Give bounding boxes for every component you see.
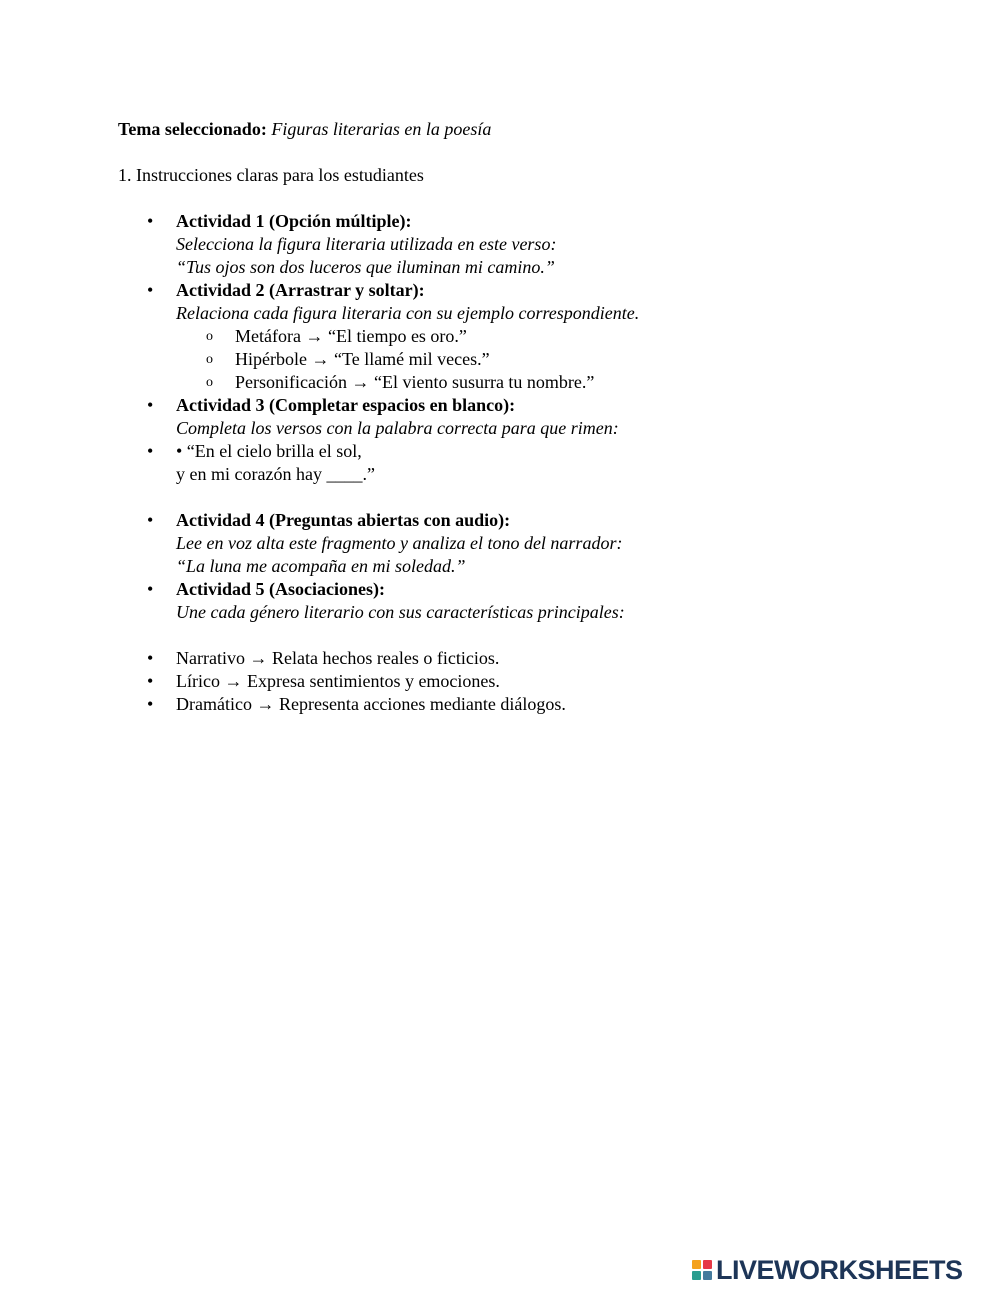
pair-item: o Personificación → “El viento susurra tu nombre.” (176, 371, 898, 394)
activity-1 (118, 210, 898, 279)
topic-line (118, 118, 898, 141)
activity-4-instruction: Lee en voz alta este fragmento y analiza el tono del narrador: (176, 533, 623, 553)
activity-2-title: • Actividad 2 (Arrastrar y soltar): (176, 280, 425, 300)
genre-item: • Narrativo → Relata hechos reales o ficticios. (118, 647, 898, 670)
logo-square (703, 1271, 712, 1280)
topic-value: Figuras literarias en la poesía (271, 119, 492, 139)
activity-3-title: • Actividad 3 (Completar espacios en blanco): (176, 395, 516, 415)
spacer (118, 624, 898, 647)
activity-5-title: • Actividad 5 (Asociaciones): (176, 579, 385, 599)
activity-1-title: • Actividad 1 (Opción múltiple): (176, 211, 412, 231)
logo-text: LIVEWORKSHEETS (716, 1254, 963, 1285)
topic-label: Tema seleccionado: (118, 119, 267, 139)
genre-item: • Dramático → Representa acciones mediante diálogos. (118, 693, 898, 716)
pair-item: o Metáfora → “El tiempo es oro.” (176, 325, 898, 348)
activity-5-instruction: Une cada género literario con sus características principales: (176, 602, 625, 622)
liveworksheets-logo (692, 1256, 963, 1284)
activity-2 (118, 279, 898, 394)
activity-list (118, 210, 898, 486)
activity-3-instruction: Completa los versos con la palabra correcta para que rimen: (176, 418, 619, 438)
activity-1-instruction: Selecciona la figura literaria utilizada en este verso: (176, 234, 557, 254)
section-title: 1. Instrucciones claras para los estudiantes (118, 165, 424, 185)
activity-1-verse: “Tus ojos son dos luceros que iluminan mi camino.” (176, 257, 555, 277)
logo-square (692, 1260, 701, 1269)
activity-4-title: • Actividad 4 (Preguntas abiertas con audio): (176, 510, 511, 530)
logo-square (692, 1271, 701, 1280)
pair-item: o Hipérbole → “Te llamé mil veces.” (176, 348, 898, 371)
activity-4 (118, 509, 898, 578)
activity-list-b (118, 509, 898, 624)
spacer (118, 486, 898, 509)
activity-2-instruction: Relaciona cada figura literaria con su ejemplo correspondiente. (176, 303, 640, 323)
genre-list (118, 647, 898, 716)
genre-item: • Lírico → Expresa sentimientos y emociones. (118, 670, 898, 693)
activity-5 (118, 578, 898, 624)
activity-4-fragment: “La luna me acompaña en mi soledad.” (176, 556, 466, 576)
verse-line-2: y en mi corazón hay ____.” (176, 464, 375, 484)
verse-line-1: • • “En el cielo brilla el sol, (176, 441, 362, 461)
liveworksheets-logo-icon (692, 1260, 712, 1280)
logo-square (703, 1260, 712, 1269)
activity-2-pairs (176, 325, 898, 394)
document-page (118, 118, 898, 716)
activity-3 (118, 394, 898, 440)
verse-item (118, 440, 898, 486)
